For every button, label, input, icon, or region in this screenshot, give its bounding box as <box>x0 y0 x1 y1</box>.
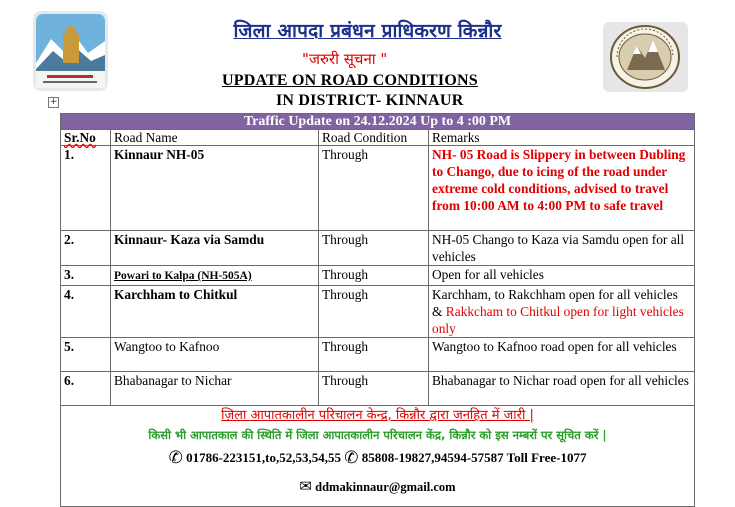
row-sr: 6. <box>61 372 111 406</box>
column-header-remarks: Remarks <box>429 130 695 146</box>
row-remarks: Bhabanagar to Nichar road open for all vehicles <box>429 372 695 406</box>
traffic-update-banner <box>61 114 695 130</box>
row-condition: Through <box>319 231 429 266</box>
row-sr: 4. <box>61 286 111 338</box>
table-row <box>61 146 695 231</box>
district-subtitle: IN DISTRICT- KINNAUR <box>276 92 464 109</box>
row-road-name <box>111 266 319 286</box>
contact-footer <box>61 406 695 507</box>
row-road-name: Kinnaur NH-05 <box>111 146 319 231</box>
table-row <box>61 372 695 406</box>
road-conditions-table <box>60 113 694 507</box>
footer-issued-by: ज़िला आपातकालीन परिचालन केन्द्र, किन्नौर द्वारा जनहित में जारी | <box>221 408 534 423</box>
row-road-name-text: Powari to Kalpa (NH-505A) <box>114 270 252 282</box>
row-road-name: Karchham to Chitkul <box>111 286 319 338</box>
email-address[interactable]: ddmakinnaur@gmail.com <box>315 480 456 494</box>
row-remarks: NH- 05 Road is Slippery in between Dubling to Chango, due to icing of the road under extreme cold conditions, advised to travel from 10:00 AM to 4:00 PM to safe travel <box>429 146 695 231</box>
row-road-name: Wangtoo to Kafnoo <box>111 338 319 372</box>
authority-title-hindi: जिला आपदा प्रबंधन प्राधिकरण किन्नौर <box>233 20 502 42</box>
row-remarks: Open for all vehicles <box>429 266 695 286</box>
table-move-handle-icon[interactable]: + <box>49 97 58 107</box>
row-road-name: Kinnaur- Kaza via Samdu <box>111 231 319 266</box>
contact-footer-row <box>61 406 695 507</box>
row-remarks: NH-05 Chango to Kaza via Samdu open for all vehicles <box>429 231 695 266</box>
row-sr: 1. <box>61 146 111 231</box>
urgent-notice-label: "जरुरी सूचना " <box>302 50 388 68</box>
row-condition: Through <box>319 372 429 406</box>
row-sr: 5. <box>61 338 111 372</box>
telephone-icon: ✆ <box>344 448 359 468</box>
table-row <box>61 286 695 338</box>
row-remarks: Wangtoo to Kafnoo road open for all vehicles <box>429 338 695 372</box>
table-row <box>61 266 695 286</box>
footer-emergency-instruction: किसी भी आपातकाल की स्थिति में जिला आपातकालीन परिचालन केंद्र, किन्नौर को इस नम्बरों पर सूचित करें | <box>148 428 607 442</box>
row-sr: 3. <box>61 266 111 286</box>
row-condition: Through <box>319 266 429 286</box>
table-row <box>61 338 695 372</box>
row-road-name: Bhabanagar to Nichar <box>111 372 319 406</box>
row-condition: Through <box>319 338 429 372</box>
footer-phone-line <box>61 447 694 469</box>
update-title: UPDATE ON ROAD CONDITIONS <box>222 72 478 89</box>
phone-mobile[interactable]: 85808-19827,94594-57587 Toll Free-1077 <box>361 450 587 465</box>
row-condition: Through <box>319 286 429 338</box>
column-header-srno: Sr.No <box>61 130 111 146</box>
row-sr: 2. <box>61 231 111 266</box>
telephone-icon: ✆ <box>168 448 183 468</box>
column-header-road-name: Road Name <box>111 130 319 146</box>
footer-email-line <box>61 475 694 498</box>
column-header-road-condition: Road Condition <box>319 130 429 146</box>
row-remarks-part1: Karchham, to Rakchham open for all vehicles & <box>432 287 678 319</box>
table-row <box>61 231 695 266</box>
phone-landline[interactable]: 01786-223151,to,52,53,54,55 <box>186 450 341 465</box>
row-condition: Through <box>319 146 429 231</box>
row-remarks <box>429 286 695 338</box>
banner-text: Traffic Update on 24.12.2024 Up to 4 :00 PM <box>61 114 695 130</box>
table-header-row <box>61 130 695 146</box>
row-remarks-part2: Rakkcham to Chitkul open for light vehicles only <box>432 304 684 336</box>
envelope-icon: ✉ <box>299 477 312 495</box>
